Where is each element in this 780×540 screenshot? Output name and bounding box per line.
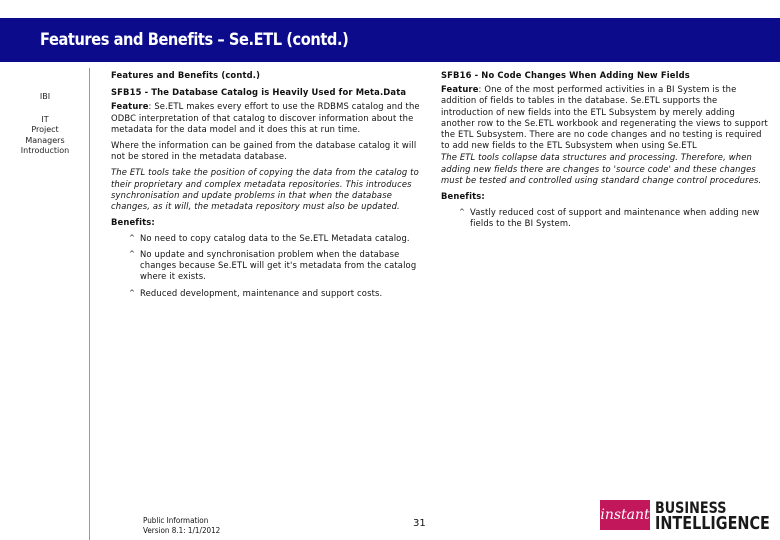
footer-info	[143, 516, 220, 536]
logo-business-text: BUSINESS	[655, 498, 727, 517]
bullet-icon: ^	[459, 208, 466, 217]
list-item: ^ No update and synchronisation problem when the database changes because Se.ETL will get it's metadata from the catalog where it exists.	[129, 248, 417, 282]
sfb15-catalog-note: Where the information can be gained from the database catalog it will not be stored in the metadata database.	[111, 140, 417, 162]
footer-version: Version 8.1: 1/1/2012	[143, 526, 221, 535]
sidebar-item-ibi[interactable]: IBI	[39, 92, 51, 101]
section-heading: Features and Benefits (contd.)	[111, 70, 261, 80]
logo-instant-mark: instant	[600, 500, 650, 530]
bullet-icon: ^	[129, 249, 136, 258]
footer-classification: Public Information	[143, 516, 209, 525]
bullet-icon: ^	[129, 289, 136, 298]
sfb16-feature	[441, 84, 771, 151]
right-column	[441, 70, 771, 234]
sfb15-feature	[111, 101, 429, 135]
benefits-label: Benefits:	[111, 217, 155, 228]
page-number: 31	[413, 518, 426, 529]
benefits-list	[441, 207, 771, 229]
feature-label: Feature	[441, 84, 479, 95]
list-item: ^ Vastly reduced cost of support and maintenance when adding new fields to the BI System.	[459, 207, 760, 229]
bullet-icon: ^	[129, 234, 136, 243]
feature-text: : Se.ETL makes every effort to use the RDBMS catalog and the ODBC interpretation of that catalog to discover information about the metadata for the data model and it does this at run time.	[111, 101, 420, 134]
sidebar-item-project-managers[interactable]: Project Managers Introduction	[20, 125, 70, 155]
feature-label: Feature	[111, 101, 149, 112]
page-title: Features and Benefits – Se.ETL (contd.)	[40, 30, 349, 50]
left-column	[111, 70, 429, 303]
list-item: ^ No need to copy catalog data to the Se.ETL Metadata catalog.	[129, 233, 410, 244]
company-logo	[600, 498, 774, 532]
sfb16-etl-note: The ETL tools collapse data structures and processing. Therefore, when adding new fields there are changes to 'source code' and these changes must be tested and controlled using standard change control procedures.	[441, 152, 762, 185]
sidebar-divider	[89, 68, 90, 540]
benefits-label: Benefits:	[441, 191, 485, 202]
sfb15-etl-note: The ETL tools take the position of copying the data from the catalog to their proprietary and complex metadata repositories. This introduces synchronisation and update problems in that when the database changes, as it will, the metadata repository must also be updated.	[111, 167, 419, 212]
sidebar-item-it[interactable]: IT	[41, 115, 49, 124]
sfb15-heading: SFB15 - The Database Catalog is Heavily Used for Meta.Data	[111, 87, 407, 98]
benefits-list	[111, 233, 429, 299]
sfb16-heading: SFB16 - No Code Changes When Adding New Fields	[441, 70, 690, 80]
logo-intelligence-text: INTELLIGENCE	[655, 513, 770, 534]
feature-text: : One of the most performed activities in a BI System is the addition of fields to tables in the database. Se.ETL supports the introduction of new fields into the ETL Subsystem by merely adding another row to the Se.ETL workbook and regenerating the views to support the ETL Subsystem. There are no code changes and no testing is required to add new fields to the ETL Subsystem when using Se.ETL	[441, 84, 768, 151]
list-item: ^ Reduced development, maintenance and support costs.	[129, 288, 383, 299]
